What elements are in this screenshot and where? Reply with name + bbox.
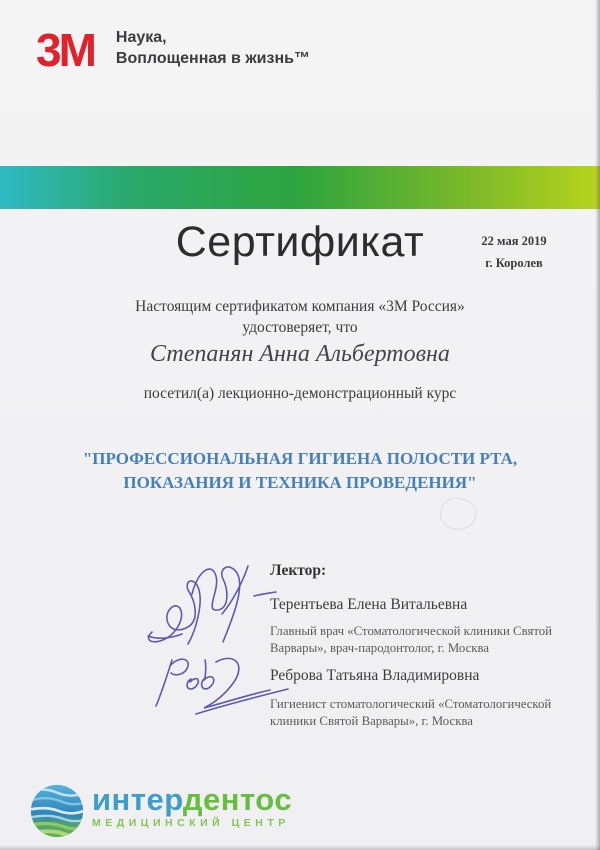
3m-tagline-line1: Наука,: [115, 29, 167, 46]
globe-icon: [28, 782, 86, 840]
scan-artifact: [436, 493, 480, 535]
lecturer-label: Лектор:: [270, 562, 327, 579]
interdentos-logo: [28, 782, 292, 840]
course-title-line2: ПОКАЗАНИЯ И ТЕХНИКА ПРОВЕДЕНИЯ": [123, 473, 477, 492]
3m-logo: 3M: [36, 24, 94, 76]
gradient-divider-bar: [0, 166, 600, 209]
interdentos-wordmark: [92, 784, 292, 815]
lecturer-name: Реброва Татьяна Владимировна: [270, 667, 480, 684]
medical-center-subtitle: МЕДИЦИНСКИЙ ЦЕНТР: [92, 817, 290, 829]
attended-line: посетил(а) лекционно-демонстрационный курс: [143, 385, 457, 402]
3m-tagline: [116, 24, 310, 69]
recipient-name: Степанян Анна Альбертовна: [150, 341, 450, 367]
certificate-title: Сертификат: [175, 218, 425, 266]
signature-1: [138, 552, 280, 654]
3m-brand-header: [36, 24, 310, 76]
course-title: [0, 447, 600, 495]
lecturer-title: Главный врач «Стоматологической клиники Святой Варвары», врач-пародонтолог, г. Москва: [270, 624, 553, 655]
certificate-city: г. Королев: [485, 256, 543, 270]
scan-edge-right: [595, 0, 600, 850]
intro-text: [0, 296, 600, 338]
scan-edge-bottom: [0, 845, 600, 850]
lecturer-name: Терентьева Елена Витальевна: [270, 596, 468, 613]
date-city-block: [454, 230, 574, 274]
3m-tagline-line2: Воплощенная в жизнь™: [115, 50, 310, 67]
certificate-date: 22 мая 2019: [481, 234, 547, 248]
wordmark-blue-part: интер: [92, 782, 183, 817]
lecturer-title: Гигиенист стоматологический «Стоматологической клиники Святой Варвары», г. Москва: [270, 697, 552, 728]
wordmark-green-part: дентос: [182, 782, 293, 817]
course-title-line1: "ПРОФЕССИОНАЛЬНАЯ ГИГИЕНА ПОЛОСТИ РТА,: [82, 449, 518, 468]
intro-line2: удостоверяет, что: [242, 319, 358, 336]
intro-line1: Настоящим сертификатом компания «3М Россия»: [135, 298, 465, 315]
